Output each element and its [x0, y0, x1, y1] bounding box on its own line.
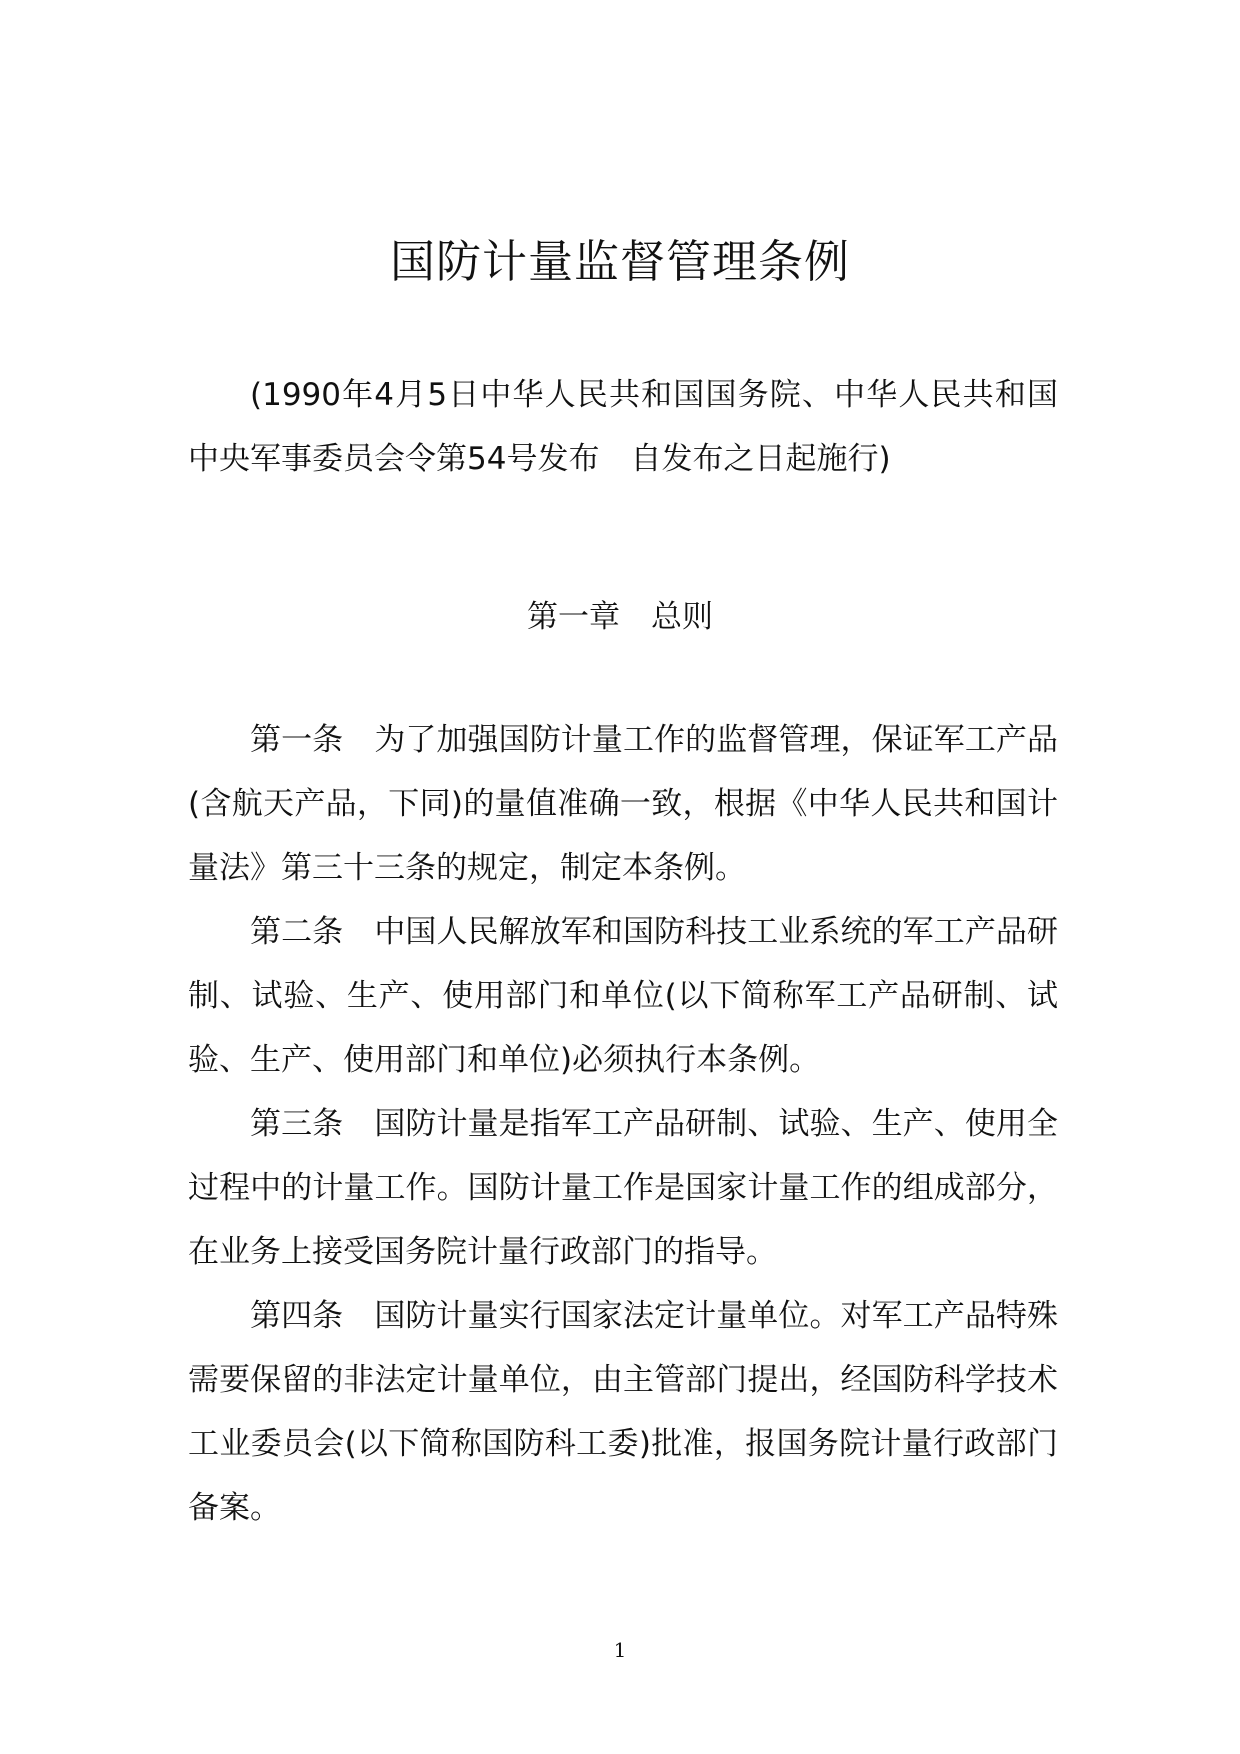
article-1: 第一条 为了加强国防计量工作的监督管理，保证军工产品(含航天产品，下同)的量值准确一致，根据《中华人民共和国计量法》第三十三条的规定，制定本条例。 [188, 722, 1058, 886]
preamble-text: (1990年4月5日中华人民共和国国务院、中华人民共和国中央军事委员会令第54号发布 自发布之日起施行) [188, 377, 1058, 477]
article-2: 第二条 中国人民解放军和国防科技工业系统的军工产品研制、试验、生产、使用部门和单位(以下简称军工产品研制、试验、生产、使用部门和单位)必须执行本条例。 [188, 914, 1058, 1078]
preamble [188, 363, 1058, 491]
article-3: 第三条 国防计量是指军工产品研制、试验、生产、使用全过程中的计量工作。国防计量工作是国家计量工作的组成部分，在业务上接受国务院计量行政部门的指导。 [188, 1106, 1058, 1270]
article-4: 第四条 国防计量实行国家法定计量单位。对军工产品特殊需要保留的非法定计量单位，由主管部门提出，经国防科学技术工业委员会(以下简称国防科工委)批准，报国务院计量行政部门备案。 [188, 1298, 1058, 1526]
page-number: 1 [613, 1638, 627, 1662]
articles-section [188, 708, 1058, 1540]
document-title: 国防计量监督管理条例 [389, 235, 850, 288]
chapter-heading: 第一章 总则 [527, 599, 713, 635]
